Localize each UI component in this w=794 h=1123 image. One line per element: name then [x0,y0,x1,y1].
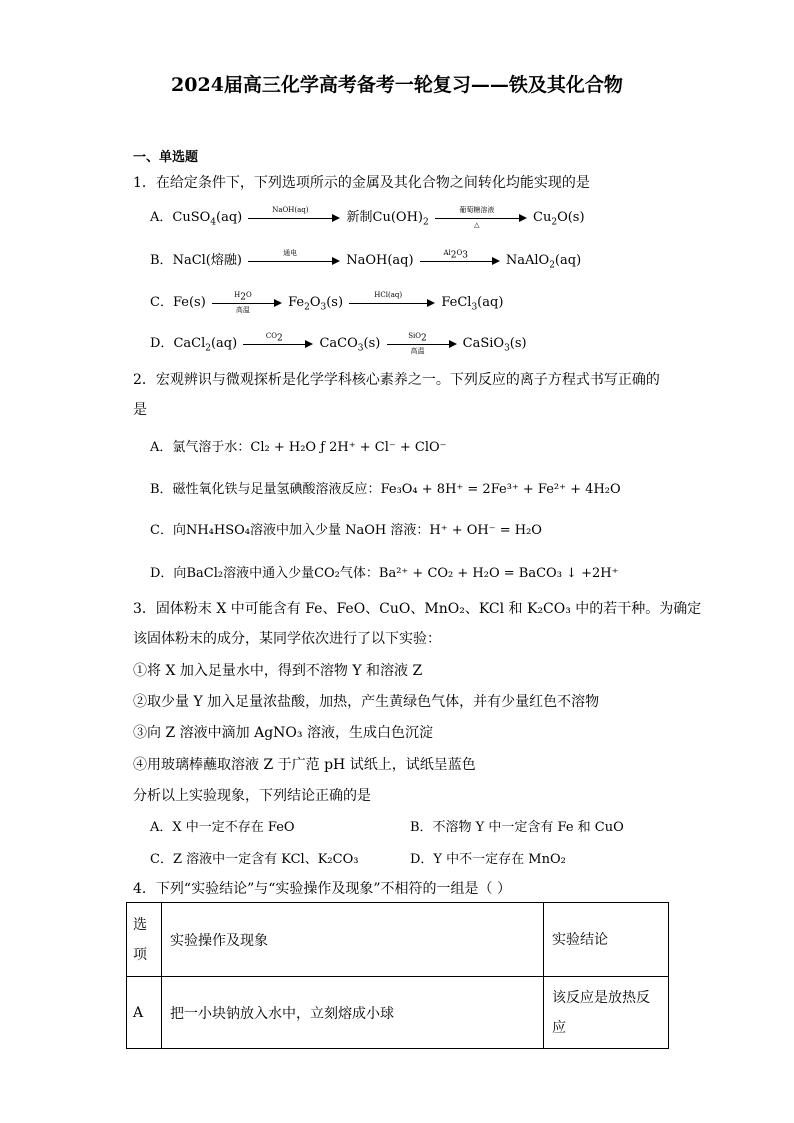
option-letter: D． [150,336,174,351]
q1-option-d [150,332,527,354]
question-3-stem-line2: 该固体粉末的成分，某同学依次进行了以下实验： [133,631,441,647]
intermediate-part: O [309,295,321,310]
option-text: 溶液中通入少量 [223,566,315,581]
table-cell: 把一小块钠放入水中，立刻熔成小球 [162,977,544,1049]
q3-step-1: ①将 X 加入足量水中，得到不溶物 Y 和溶液 Z [133,663,423,679]
subscript: 2 [421,332,427,343]
subscript: 3 [471,302,478,313]
option-letter: A． [150,210,173,225]
subscript: 2 [422,217,429,228]
reaction-arrow [420,248,500,269]
reactant: Fe(s) [172,295,206,310]
intermediate: CaCO [319,336,358,351]
subscript: 3 [320,302,327,313]
arrow-condition-below: 高温 [235,305,250,314]
formula: BaCl₂ [186,566,224,581]
product: FeCl [441,295,472,310]
subscript: 3 [462,249,468,260]
option-letter: C． [150,295,173,310]
subscript: 2 [551,217,558,228]
condition-part: O [456,248,463,257]
table-header-cell: 选项 [127,903,162,977]
condition-part: O [245,290,252,299]
state: (s) [363,336,381,351]
option-letter: B． [150,253,173,268]
arrow-condition: 通电 [283,248,298,257]
product: Cu [533,210,552,225]
arrow-condition: 葡萄糖溶液 [459,205,495,214]
equation: Fe₃O₄ + 8H⁺ = 2Fe³⁺ + Fe²⁺ + 4H₂O [380,482,621,497]
formula: CO₂ [314,566,340,581]
q1-option-a [150,206,585,228]
subscript: 2 [450,249,457,260]
q3-step-4: ④用玻璃棒蘸取溶液 Z 于广范 pH 试纸上，试纸呈蓝色 [133,757,476,773]
equation: Cl₂ + H₂O ƒ 2H⁺ + Cl⁻ + ClO⁻ [250,440,447,455]
section-heading: 一、单选题 [133,150,199,165]
option-text: C．向 [150,523,186,538]
formula: NH₄HSO₄ [185,523,250,538]
q2-option-b [150,478,621,497]
q2-option-c [150,519,542,538]
subscript: 2 [549,260,555,271]
option-text: 气体： [339,566,379,581]
table-row [127,977,669,1049]
table-header-cell: 实验操作及现象 [162,903,544,977]
state: (s) [326,295,344,310]
reaction-arrow [248,205,340,226]
intermediate: 新制Cu(OH) [346,210,423,225]
condition-part: Al [443,248,451,257]
intermediate: NaOH(aq) [346,253,414,268]
subscript: 2 [240,291,246,302]
q3-option-a: A．X 中一定不存在 FeO [150,820,295,835]
q3-analysis: 分析以上实验现象，下列结论正确的是 [133,788,371,804]
q3-option-d: D．Y 中不一定存在 MnO₂ [410,852,566,867]
subscript: 2 [304,302,310,313]
reaction-arrow [243,331,313,352]
reactant: CuSO [172,210,211,225]
q1-option-c [150,291,503,313]
state: (s) [509,336,527,351]
table-cell: 该反应是放热反应 [544,977,669,1049]
document-title: 2024届高三化学高考备考一轮复习——铁及其化合物 [171,74,623,96]
option-text: B．磁性氧化铁与足量氢碘酸溶液反应： [150,482,381,497]
question-4-stem: 4．下列“实验结论”与“实验操作及现象”不相符的一组是（ ） [133,881,511,897]
state: (aq) [477,295,504,310]
q4-table [126,902,669,1049]
arrow-condition: HCl(aq) [374,290,403,299]
subscript: 3 [357,343,364,354]
intermediate: Fe [288,295,305,310]
condition-part: H [234,290,241,299]
product: CaSiO [462,336,505,351]
subscript: 2 [205,343,211,354]
table-cell: A [127,977,162,1049]
q1-option-b [150,249,581,271]
subscript: 4 [210,217,217,228]
equation: H⁺ + OH⁻ = H₂O [429,523,542,538]
question-3-stem-line1: 3．固体粉末 X 中可能含有 Fe、FeO、CuO、MnO₂、KCl 和 K₂CO₃ 中的若干种。为确定 [133,601,702,617]
arrow-condition [387,332,449,342]
arrow-condition: NaOH(aq) [272,205,309,214]
option-text: 溶液中加入少量 NaOH 溶液： [250,523,430,538]
subscript: 3 [504,343,510,354]
arrow-condition [420,249,492,259]
state: (aq) [554,253,582,268]
q3-option-c: C．Z 溶液中一定含有 KCl、K₂CO₃ [150,852,359,867]
option-text: D．向 [150,566,187,581]
reactant: CaCl [173,336,206,351]
subscript: 2 [277,332,283,343]
arrow-condition [212,291,274,301]
condition-part: CO [265,331,278,340]
reaction-arrow [248,248,340,269]
state: O(s) [557,210,585,225]
q3-step-3: ③向 Z 溶液中滴加 AgNO₃ 溶液，生成白色沉淀 [133,725,433,741]
reactant: NaCl(熔融) [172,253,242,268]
reaction-arrow [435,205,527,229]
q3-step-2: ②取少量 Y 加入足量浓盐酸，加热，产生黄绿色气体，并有少量红色不溶物 [133,694,600,710]
question-1-stem: 1．在给定条件下，下列选项所示的金属及其化合物之间转化均能实现的是 [133,175,590,191]
reaction-arrow [387,331,457,355]
state: (aq) [216,210,243,225]
equation: Ba²⁺ + CO₂ + H₂O = BaCO₃ ↓ +2H⁺ [378,566,619,581]
condition-part: SiO [408,331,422,340]
reaction-arrow [212,290,282,314]
q2-option-d [150,562,618,581]
product: NaAlO [505,253,550,268]
question-2-stem-line1: 2．宏观辨识与微观探析是化学学科核心素养之一。下列反应的离子方程式书写正确的 [133,372,660,388]
reaction-arrow [349,290,435,311]
option-text: A．氯气溶于水： [150,440,251,455]
question-2-stem-line2: 是 [133,402,147,418]
q2-option-a [150,436,447,455]
q3-option-b: B．不溶物 Y 中一定含有 Fe 和 CuO [410,820,624,835]
arrow-condition-below: 高温 [410,346,425,355]
arrow-condition [243,332,305,342]
state: (aq) [210,336,238,351]
table-header-cell: 实验结论 [544,903,669,977]
arrow-condition-below: △ [474,220,480,229]
table-header-row [127,903,669,977]
